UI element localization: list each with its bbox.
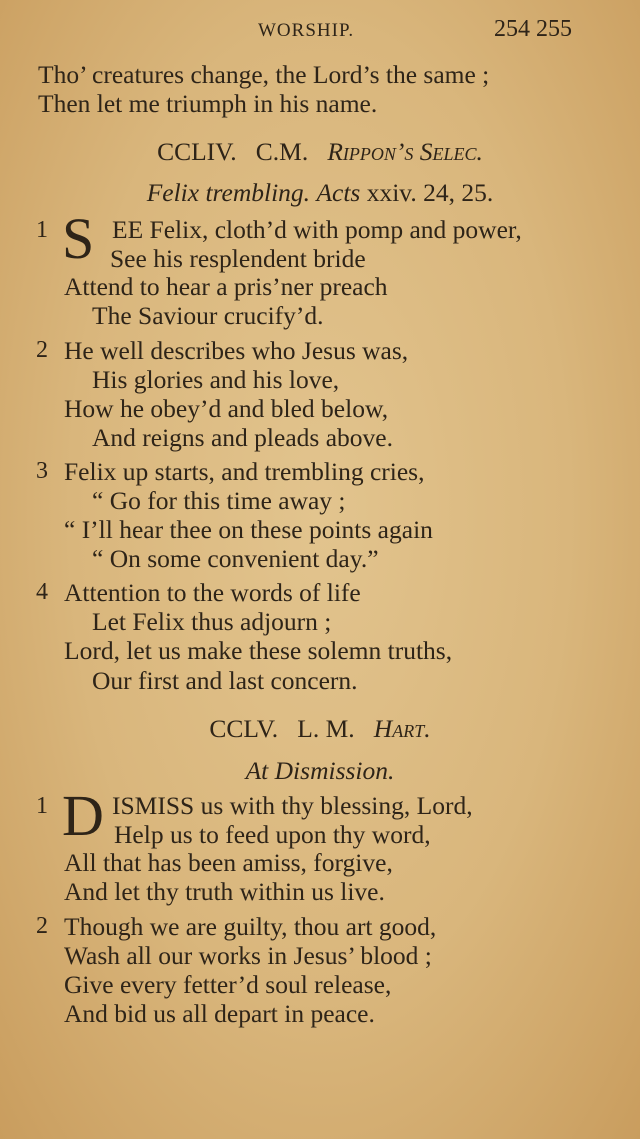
hymn-heading [0,137,640,166]
verse-line: Help us to feed upon thy word, [114,820,431,849]
verse-line: Let Felix thus adjourn ; [92,607,332,636]
verse-line: His glories and his love, [92,365,340,394]
verse-line: How he obey’d and bled below, [64,394,389,423]
verse-line: Give every fetter’d soul release, [64,970,392,999]
verse-line: Attend to hear a pris’ner preach [64,272,388,301]
verse-line: Our first and last concern. [92,666,358,695]
drop-cap: S [62,206,95,271]
stanza-number: 1 [36,793,48,819]
verse-line: Tho’ creatures change, the Lord’s the same ; [38,60,490,89]
title-text: Felix trembling. [146,178,311,207]
drop-cap: D [62,783,104,848]
hymn-meter: C.M. [255,137,309,166]
stanza-number: 4 [36,579,48,605]
stanza-number: 2 [36,337,48,363]
verse-line: And bid us all depart in peace. [64,999,375,1028]
verse-line: Felix up starts, and trembling cries, [64,457,425,486]
hymn-meter: L. M. [297,714,355,743]
verse-line: Lord, let us make these solemn truths, [64,636,453,665]
hymn-title [0,178,640,207]
hymn-number: CCLIV. [157,137,237,166]
verse-line: All that has been amiss, forgive, [64,848,393,877]
stanza-number: 1 [36,217,48,243]
verse-line: And let thy truth within us live. [64,877,385,906]
stanza-number: 3 [36,458,48,484]
verse-line: Though we are guilty, thou art good, [64,912,437,941]
hymn-title: At Dismission. [245,756,395,785]
hymn-heading [0,714,640,743]
verse-line: The Saviour crucify’d. [92,301,324,330]
ref-book: Acts [316,178,361,207]
verse-line: EE Felix, cloth’d with pomp and power, [112,215,522,244]
verse-line: See his resplendent bride [110,244,366,273]
hymn-number: CCLV. [209,714,279,743]
verse-line: “ Go for this time away ; [92,486,346,515]
verse-line: Attention to the words of life [64,578,361,607]
verse-line: And reigns and pleads above. [92,423,393,452]
verse-line: “ On some convenient day.” [92,544,379,573]
verse-line: “ I’ll hear thee on these points again [64,515,433,544]
verse-line: Then let me triumph in his name. [38,89,378,118]
verse-line: He well describes who Jesus was, [64,336,409,365]
page-numbers: 254 255 [494,16,572,42]
verse-line: Wash all our works in Jesus’ blood ; [64,941,432,970]
stanza-number: 2 [36,913,48,939]
hymn-source: Rippon’s Selec. [327,137,483,166]
ref-verses: xxiv. 24, 25. [366,178,494,207]
verse-line: ISMISS us with thy blessing, Lord, [112,791,473,820]
hymn-source: Hart. [373,714,431,743]
running-header: WORSHIP. [258,20,355,41]
